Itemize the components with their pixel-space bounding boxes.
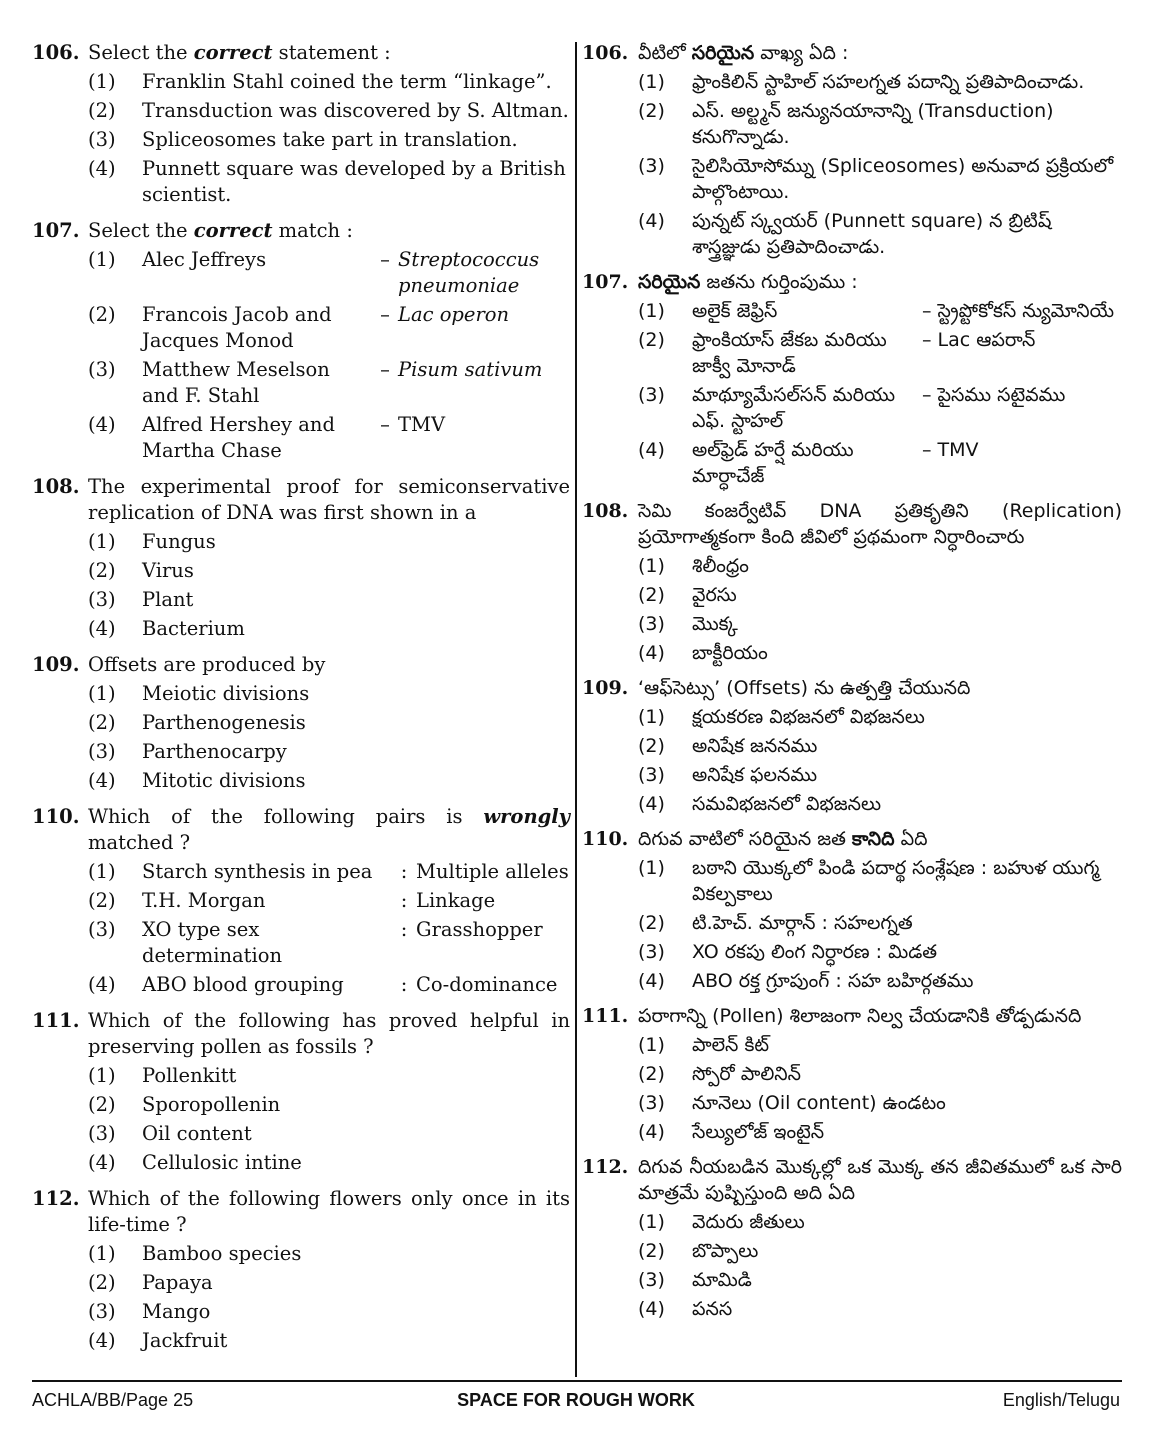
option-text: అనిషేక జననము	[692, 735, 818, 757]
pair-left: XO type sex determination	[142, 918, 283, 967]
pair-left: Starch synthesis in pea	[142, 860, 373, 883]
option-number: (4)	[88, 1151, 116, 1174]
question-text-post: matched ?	[88, 831, 191, 854]
answer-option	[88, 739, 570, 765]
question-text	[88, 804, 570, 856]
pair-colon: :	[400, 889, 408, 912]
language-label: English/Telugu	[1002, 1390, 1120, 1410]
option-text: Plant	[142, 588, 194, 611]
question-text: ‘ఆఫ్‌సెట్సు’ (Offsets) ను ఉత్పత్తి చేయునది	[638, 677, 971, 699]
question-text: Which of the following flowers only once in its life-time ?	[88, 1187, 570, 1236]
option-number: (4)	[88, 617, 116, 640]
match-left: అల్‌ఫ్రెడ్ హర్షే మరియు మార్ధాచేజ్	[692, 439, 854, 487]
question-text	[638, 40, 1122, 66]
match-right: Pisum sativum	[398, 358, 543, 381]
option-text: Virus	[142, 559, 194, 582]
option-number: (3)	[638, 764, 665, 786]
pair-option	[88, 888, 570, 914]
answer-option	[638, 762, 1122, 788]
question-header	[32, 474, 570, 526]
option-text: Bacterium	[142, 617, 245, 640]
option-text: Mango	[142, 1300, 211, 1323]
question-block	[582, 1003, 1122, 1145]
option-text: టి.హెచ్. మార్గాన్ : సహలగ్నత	[692, 912, 913, 934]
match-option	[88, 357, 570, 409]
option-number: (2)	[638, 1240, 665, 1262]
option-number: (4)	[638, 793, 665, 815]
answer-option	[88, 1328, 570, 1354]
match-option	[88, 302, 570, 354]
option-text: శిలీంధ్రం	[692, 555, 749, 577]
match-option	[88, 247, 570, 299]
question-header	[32, 1186, 570, 1238]
question-header	[32, 40, 570, 66]
question-number: 107.	[582, 271, 629, 293]
answer-option	[88, 1270, 570, 1296]
question-number: 109.	[582, 677, 629, 699]
option-number: (4)	[88, 1329, 116, 1352]
question-block	[582, 40, 1122, 260]
option-text: సమవిభజనలో విభజనలు	[692, 793, 882, 815]
question-text-bold: సరియైన	[691, 42, 755, 64]
option-text: Pollenkitt	[142, 1064, 237, 1087]
question-header	[582, 675, 1122, 701]
question-block	[582, 675, 1122, 817]
match-dash: –	[380, 248, 390, 271]
pair-option	[88, 859, 570, 885]
answer-option	[88, 1150, 570, 1176]
answer-option	[88, 616, 570, 642]
question-header	[32, 804, 570, 856]
pair-left: T.H. Morgan	[142, 889, 266, 912]
option-text: వైరసు	[692, 584, 737, 606]
answer-option	[638, 855, 1122, 907]
match-left: మాథ్యూమేసల్‌సన్ మరియు ఎఫ్. స్టాహల్	[692, 384, 896, 432]
option-text: మామిడి	[692, 1269, 752, 1291]
option-number: (3)	[88, 128, 116, 151]
option-text: Parthenogenesis	[142, 711, 306, 734]
option-number: (1)	[88, 682, 116, 705]
question-text	[638, 269, 1122, 295]
option-number: (1)	[88, 70, 116, 93]
question-text	[88, 40, 570, 66]
option-text: బాక్టీరియం	[692, 642, 768, 664]
footer-rule	[32, 1380, 1122, 1382]
question-text	[638, 826, 1122, 852]
answer-option	[638, 153, 1122, 205]
option-number: (1)	[88, 248, 116, 271]
column-divider	[575, 42, 577, 1377]
option-number: (1)	[638, 1034, 665, 1056]
option-number: (4)	[88, 769, 116, 792]
option-text: Meiotic divisions	[142, 682, 310, 705]
answer-option	[638, 1209, 1122, 1235]
option-text: సేల్యులోజ్ ఇంటైన్	[692, 1121, 825, 1143]
option-number: (4)	[638, 439, 665, 461]
telugu-column	[582, 40, 1122, 1331]
option-text: నూనెలు (Oil content) ఉండటం	[692, 1092, 946, 1114]
question-number: 112.	[582, 1156, 629, 1178]
question-text-emphasis: correct	[193, 41, 273, 64]
option-number: (2)	[638, 912, 665, 934]
option-text: బొప్పాలు	[692, 1240, 759, 1262]
match-option	[638, 437, 1122, 489]
option-number: (4)	[88, 157, 116, 180]
option-number: (2)	[638, 100, 665, 122]
option-text: అనిషేక ఫలనము	[692, 764, 818, 786]
option-number: (2)	[638, 1063, 665, 1085]
option-number: (3)	[638, 941, 665, 963]
answer-option	[88, 558, 570, 584]
option-number: (1)	[638, 1211, 665, 1233]
pair-right: Co-dominance	[416, 973, 558, 996]
question-block	[582, 826, 1122, 994]
option-number: (1)	[88, 1064, 116, 1087]
answer-option	[88, 156, 570, 208]
answer-option	[638, 1061, 1122, 1087]
option-number: (3)	[638, 1269, 665, 1291]
question-text-post: జతను గుర్తింపుము :	[700, 271, 858, 293]
option-text: మొక్క	[692, 613, 738, 635]
option-number: (3)	[88, 358, 116, 381]
match-right: Streptococcus pneumoniae	[398, 248, 540, 297]
option-number: (2)	[88, 1271, 116, 1294]
question-text-post: match :	[272, 219, 353, 242]
option-number: (1)	[88, 860, 116, 883]
match-option	[88, 412, 570, 464]
match-option	[638, 327, 1122, 379]
answer-option	[638, 582, 1122, 608]
option-text: స్పోరో పాలినిన్	[692, 1063, 801, 1085]
match-dash: –	[380, 358, 390, 381]
question-text-bold: సరియైన	[638, 271, 701, 293]
match-left: Alec Jeffreys	[142, 248, 267, 271]
question-header	[32, 218, 570, 244]
option-number: (2)	[638, 329, 665, 351]
option-number: (1)	[88, 1242, 116, 1265]
answer-option	[638, 208, 1122, 260]
question-text: Which of the following has proved helpful in preserving pollen as fossils ?	[88, 1009, 570, 1058]
answer-option	[88, 587, 570, 613]
answer-option	[88, 529, 570, 555]
option-number: (4)	[638, 970, 665, 992]
question-text-pre: వీటిలో	[638, 42, 692, 64]
option-number: (3)	[88, 1122, 116, 1145]
match-right: – స్ట్రెప్టోకోకస్ న్యుమోనియే	[922, 300, 1115, 322]
option-text: క్షయకరణ విభజనలో విభజనలు	[692, 706, 925, 728]
option-text: సైలిసియోసోమ్ను (Spliceosomes) అనువాద ప్రక్రియలో పాల్గొంటాయి.	[692, 155, 1114, 203]
question-text-pre: Select the	[88, 219, 194, 242]
question-block	[582, 1154, 1122, 1322]
option-text: Spliceosomes take part in translation.	[142, 128, 518, 151]
question-text-pre: Select the	[88, 41, 194, 64]
answer-option	[88, 710, 570, 736]
option-number: (4)	[88, 413, 116, 436]
pair-right: Linkage	[416, 889, 496, 912]
match-option	[638, 382, 1122, 434]
option-number: (3)	[638, 155, 665, 177]
option-number: (4)	[88, 973, 116, 996]
english-column	[32, 40, 570, 1364]
answer-option	[88, 1299, 570, 1325]
answer-option	[88, 1241, 570, 1267]
match-dash: –	[380, 413, 390, 436]
answer-option	[88, 1092, 570, 1118]
option-number: (3)	[638, 1092, 665, 1114]
question-text-post: statement :	[272, 41, 391, 64]
question-text-post: వాఖ్య ఏది :	[754, 42, 849, 64]
question-block	[32, 474, 570, 642]
answer-option	[638, 939, 1122, 965]
option-number: (3)	[88, 588, 116, 611]
match-right: – TMV	[922, 439, 979, 461]
question-number: 110.	[32, 805, 80, 828]
option-number: (3)	[88, 740, 116, 763]
option-number: (1)	[638, 857, 665, 879]
match-left: Francois Jacob and Jacques Monod	[142, 303, 332, 352]
option-text: Punnett square was developed by a British scientist.	[142, 157, 566, 206]
option-text: బఠాని యొక్కలో పిండి పదార్థ సంశ్లేషణ : బహుళ యుగ్మ వికల్పకాలు	[692, 857, 1100, 905]
option-number: (4)	[638, 210, 665, 232]
question-text	[88, 218, 570, 244]
option-text: Bamboo species	[142, 1242, 302, 1265]
question-block	[32, 218, 570, 464]
answer-option	[88, 1121, 570, 1147]
answer-option	[638, 704, 1122, 730]
option-text: వెదురు జీతులు	[692, 1211, 805, 1233]
option-number: (2)	[638, 735, 665, 757]
option-text: Oil content	[142, 1122, 252, 1145]
rough-work-label: SPACE FOR ROUGH WORK	[457, 1390, 695, 1410]
question-text-post: ఏది	[894, 828, 928, 850]
option-text: Transduction was discovered by S. Altman.	[142, 99, 569, 122]
question-header	[582, 40, 1122, 66]
question-number: 108.	[32, 475, 80, 498]
pair-option	[88, 972, 570, 998]
option-text: ABO రక్త గ్రూపుంగ్ : సహ బహిర్గతము	[692, 970, 974, 992]
question-number: 111.	[32, 1009, 80, 1032]
answer-option	[88, 98, 570, 124]
question-number: 106.	[32, 41, 80, 64]
answer-option	[638, 1267, 1122, 1293]
answer-option	[638, 733, 1122, 759]
answer-option	[88, 69, 570, 95]
question-number: 107.	[32, 219, 80, 242]
option-number: (3)	[88, 1300, 116, 1323]
question-number: 106.	[582, 42, 629, 64]
pair-colon: :	[400, 918, 408, 941]
question-header	[32, 652, 570, 678]
question-text-pre: దిగువ వాటిలో సరియైన జత	[638, 828, 852, 850]
match-left: Alfred Hershey and Martha Chase	[142, 413, 335, 462]
option-text: ఫ్రాంకిలిన్ స్టాహిల్ సహలగ్నత పదాన్ని ప్రతిపాదించాడు.	[692, 71, 1085, 93]
question-block	[32, 804, 570, 998]
answer-option	[638, 1119, 1122, 1145]
answer-option	[638, 1296, 1122, 1322]
pair-colon: :	[400, 860, 408, 883]
answer-option	[638, 968, 1122, 994]
answer-option	[88, 1063, 570, 1089]
question-text: Offsets are produced by	[88, 653, 326, 676]
option-text: Jackfruit	[142, 1329, 228, 1352]
pair-colon: :	[400, 973, 408, 996]
option-text: Mitotic divisions	[142, 769, 306, 792]
question-header	[582, 1003, 1122, 1029]
question-text: సెమి కంజర్వేటివ్ DNA ప్రతికృతిని (Replication) ప్రయోగాత్మకంగా కింది జీవిలో ప్రథమంగా నిర్ధారించారు	[638, 500, 1122, 548]
option-number: (4)	[638, 1298, 665, 1320]
answer-option	[638, 1090, 1122, 1116]
question-text-pre: Which of the following pairs is	[88, 805, 484, 828]
option-number: (3)	[88, 918, 116, 941]
question-block	[582, 269, 1122, 489]
answer-option	[638, 910, 1122, 936]
option-text: Parthenocarpy	[142, 740, 287, 763]
answer-option	[638, 98, 1122, 150]
question-header	[582, 498, 1122, 550]
option-text: పున్నట్ స్క్వయర్ (Punnett square) న బ్రిటిష్ శాస్త్రజ్ఞుడు ప్రతిపాదించాడు.	[692, 210, 1052, 258]
answer-option	[88, 681, 570, 707]
question-text-bold: కానిది	[851, 828, 895, 850]
option-number: (4)	[638, 1121, 665, 1143]
match-option	[638, 298, 1122, 324]
question-header	[582, 826, 1122, 852]
option-number: (2)	[88, 889, 116, 912]
answer-option	[638, 1238, 1122, 1264]
question-header	[582, 1154, 1122, 1206]
question-header	[32, 1008, 570, 1060]
pair-right: Grasshopper	[416, 918, 543, 941]
option-number: (2)	[88, 711, 116, 734]
option-number: (2)	[88, 1093, 116, 1116]
answer-option	[88, 768, 570, 794]
match-right: Lac operon	[398, 303, 510, 326]
match-right: – Lac ఆపరాన్	[922, 329, 1036, 351]
option-number: (1)	[638, 71, 665, 93]
question-number: 110.	[582, 828, 629, 850]
question-text-emphasis: wrongly	[483, 805, 570, 828]
match-left: ఫ్రాంకియాస్ జేకబ మరియు జాక్వీ మోనాడ్	[692, 329, 887, 377]
question-number: 112.	[32, 1187, 80, 1210]
match-dash: –	[380, 303, 390, 326]
answer-option	[638, 640, 1122, 666]
pair-left: ABO blood grouping	[142, 973, 344, 996]
option-text: Cellulosic intine	[142, 1151, 302, 1174]
answer-option	[638, 1032, 1122, 1058]
question-number: 111.	[582, 1005, 629, 1027]
question-block	[582, 498, 1122, 666]
option-number: (4)	[638, 642, 665, 664]
option-text: పాలెన్ కిట్	[692, 1034, 770, 1056]
match-right: TMV	[398, 413, 446, 436]
option-number: (2)	[88, 99, 116, 122]
match-left: Matthew Meselson and F. Stahl	[142, 358, 330, 407]
answer-option	[638, 69, 1122, 95]
question-block	[32, 1186, 570, 1354]
question-number: 108.	[582, 500, 629, 522]
question-text: దిగువ నీయబడిన మొక్కల్లో ఒక మొక్క తన జీవితములో ఒక సారి మాత్రమే పుష్పిస్తుంది అది ఏది	[638, 1156, 1122, 1204]
question-number: 109.	[32, 653, 80, 676]
match-left: అలైక్ జెఫ్రిస్	[692, 300, 778, 322]
option-text: Fungus	[142, 530, 216, 553]
answer-option	[88, 127, 570, 153]
option-number: (2)	[88, 303, 116, 326]
option-number: (1)	[638, 300, 665, 322]
question-text: పరాగాన్ని (Pollen) శిలాజంగా నిల్వ చేయడానికి తోడ్పడునది	[638, 1005, 1082, 1027]
option-number: (3)	[638, 613, 665, 635]
question-block	[32, 40, 570, 208]
pair-right: Multiple alleles	[416, 860, 569, 883]
page-label: ACHLA/BB/Page 25	[32, 1390, 194, 1410]
option-text: XO రకపు లింగ నిర్ధారణ : మిడత	[692, 941, 938, 963]
option-number: (1)	[638, 555, 665, 577]
option-text: Papaya	[142, 1271, 213, 1294]
answer-option	[638, 611, 1122, 637]
option-number: (1)	[638, 706, 665, 728]
answer-option	[638, 791, 1122, 817]
option-text: Franklin Stahl coined the term “linkage”.	[142, 70, 552, 93]
pair-option	[88, 917, 570, 969]
option-number: (2)	[638, 584, 665, 606]
option-text: Sporopollenin	[142, 1093, 281, 1116]
question-text: The experimental proof for semiconservative replication of DNA was first shown in a	[88, 475, 570, 524]
option-text: ఎస్. అల్ట్మన్ జన్యునయానాన్ని (Transduction) కనుగొన్నాడు.	[692, 100, 1054, 148]
option-text: పనస	[692, 1298, 733, 1320]
question-text-emphasis: correct	[193, 219, 273, 242]
option-number: (3)	[638, 384, 665, 406]
match-right: – పైసము సటైవము	[922, 384, 1066, 406]
option-number: (1)	[88, 530, 116, 553]
question-block	[32, 1008, 570, 1176]
answer-option	[638, 553, 1122, 579]
question-block	[32, 652, 570, 794]
question-header	[582, 269, 1122, 295]
option-number: (2)	[88, 559, 116, 582]
